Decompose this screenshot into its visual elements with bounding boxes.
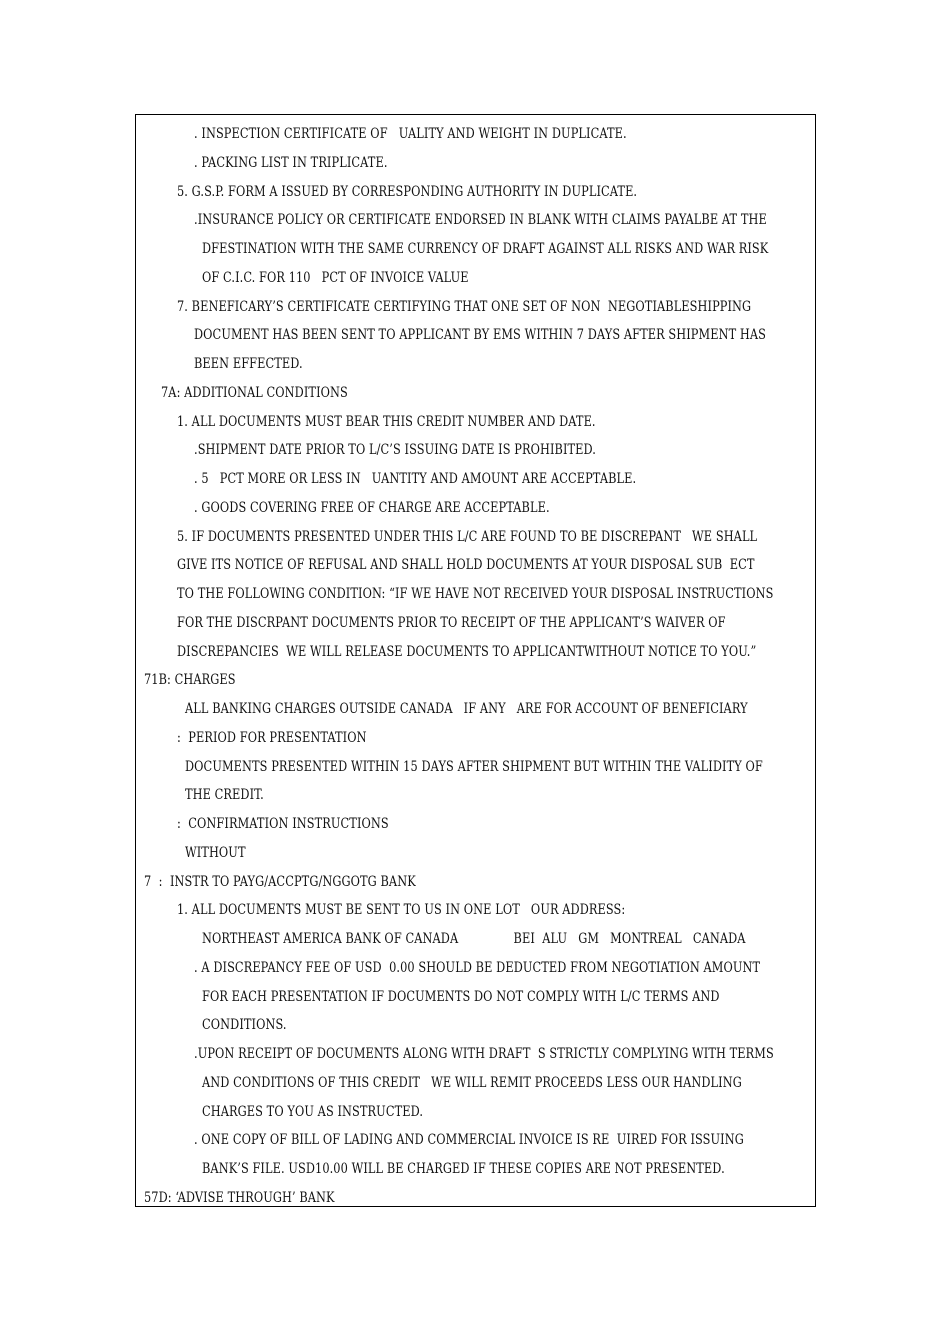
- section-heading: 71B: CHARGES: [144, 672, 236, 688]
- text-line: .UPON RECEIPT OF DOCUMENTS ALONG WITH DRAFT S STRICTLY COMPLYING WITH TERMS: [194, 1046, 774, 1062]
- text-line: THE CREDIT.: [185, 787, 264, 803]
- text-line: .SHIPMENT DATE PRIOR TO L/C’S ISSUING DATE IS PROHIBITED.: [194, 442, 596, 458]
- text-line: GIVE ITS NOTICE OF REFUSAL AND SHALL HOLD DOCUMENTS AT YOUR DISPOSAL SUB ECT: [177, 557, 755, 573]
- text-line: OF C.I.C. FOR 110 PCT OF INVOICE VALUE: [202, 270, 469, 286]
- section-heading: 7 : INSTR TO PAYG/ACCPTG/NGGOTG BANK: [144, 874, 416, 890]
- section-heading: : PERIOD FOR PRESENTATION: [177, 730, 367, 746]
- text-line: AND CONDITIONS OF THIS CREDIT WE WILL REMIT PROCEEDS LESS OUR HANDLING: [202, 1075, 742, 1091]
- text-line: CONDITIONS.: [202, 1017, 287, 1033]
- text-line: FOR THE DISCRPANT DOCUMENTS PRIOR TO RECEIPT OF THE APPLICANT’S WAIVER OF: [177, 615, 726, 631]
- section-heading: : CONFIRMATION INSTRUCTIONS: [177, 816, 389, 832]
- text-line: BANK’S FILE. USD10.00 WILL BE CHARGED IF THESE COPIES ARE NOT PRESENTED.: [202, 1161, 725, 1177]
- text-line: CHARGES TO YOU AS INSTRUCTED.: [202, 1104, 424, 1120]
- text-line: DOCUMENT HAS BEEN SENT TO APPLICANT BY EMS WITHIN 7 DAYS AFTER SHIPMENT HAS: [194, 327, 767, 343]
- text-line: BEEN EFFECTED.: [194, 356, 303, 372]
- text-line: 1. ALL DOCUMENTS MUST BE SENT TO US IN ONE LOT OUR ADDRESS:: [177, 902, 626, 918]
- text-line: DOCUMENTS PRESENTED WITHIN 15 DAYS AFTER SHIPMENT BUT WITHIN THE VALIDITY OF: [185, 759, 763, 775]
- text-line: WITHOUT: [185, 845, 246, 861]
- text-line: 1. ALL DOCUMENTS MUST BEAR THIS CREDIT NUMBER AND DATE.: [177, 414, 596, 430]
- text-line: . ONE COPY OF BILL OF LADING AND COMMERCIAL INVOICE IS RE UIRED FOR ISSUING: [194, 1132, 744, 1148]
- text-line: 7. BENEFICARY’S CERTIFICATE CERTIFYING THAT ONE SET OF NON NEGOTIABLESHIPPING: [177, 299, 752, 315]
- text-line: . 5 PCT MORE OR LESS IN UANTITY AND AMOUNT ARE ACCEPTABLE.: [194, 471, 637, 487]
- section-heading: 57D: ‘ADVISE THROUGH’ BANK: [144, 1190, 335, 1206]
- text-line: TO THE FOLLOWING CONDITION: “IF WE HAVE NOT RECEIVED YOUR DISPOSAL INSTRUCTIONS: [177, 586, 774, 602]
- section-heading: 7A: ADDITIONAL CONDITIONS: [161, 385, 348, 401]
- text-line: 5. G.S.P. FORM A ISSUED BY CORRESPONDING AUTHORITY IN DUPLICATE.: [177, 184, 638, 200]
- address-line: NORTHEAST AMERICA BANK OF CANADA BEI ALU GM MONTREAL CANADA: [202, 931, 746, 947]
- text-line: . INSPECTION CERTIFICATE OF UALITY AND WEIGHT IN DUPLICATE.: [194, 126, 627, 142]
- text-line: DISCREPANCIES WE WILL RELEASE DOCUMENTS TO APPLICANTWITHOUT NOTICE TO YOU.”: [177, 644, 757, 660]
- text-line: DFESTINATION WITH THE SAME CURRENCY OF DRAFT AGAINST ALL RISKS AND WAR RISK: [202, 241, 769, 257]
- text-line: 5. IF DOCUMENTS PRESENTED UNDER THIS L/C ARE FOUND TO BE DISCREPANT WE SHALL: [177, 529, 758, 545]
- text-line: .INSURANCE POLICY OR CERTIFICATE ENDORSED IN BLANK WITH CLAIMS PAYALBE AT THE: [194, 212, 767, 228]
- text-line: . PACKING LIST IN TRIPLICATE.: [194, 155, 388, 171]
- text-line: ALL BANKING CHARGES OUTSIDE CANADA IF ANY ARE FOR ACCOUNT OF BENEFICIARY: [185, 701, 748, 717]
- text-line: . GOODS COVERING FREE OF CHARGE ARE ACCEPTABLE.: [194, 500, 550, 516]
- text-line: FOR EACH PRESENTATION IF DOCUMENTS DO NOT COMPLY WITH L/C TERMS AND: [202, 989, 720, 1005]
- text-line: . A DISCREPANCY FEE OF USD 0.00 SHOULD BE DEDUCTED FROM NEGOTIATION AMOUNT: [194, 960, 761, 976]
